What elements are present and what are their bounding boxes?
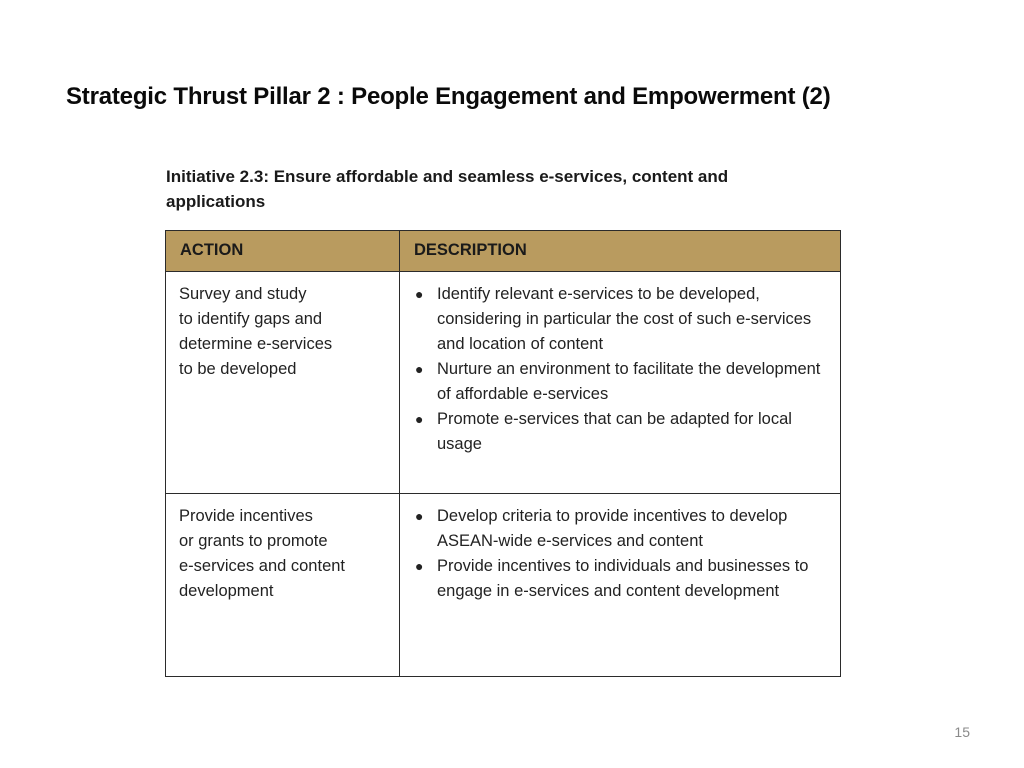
table-header-row [166,231,841,272]
action-cell [166,494,400,677]
bullet-dot-icon: ● [415,508,424,524]
description-bullet-list [400,272,840,457]
bullet-text: Develop criteria to provide incentives to develop ASEAN-wide e-services and content [437,507,788,550]
slide-title: Strategic Thrust Pillar 2 : People Engagement and Empowerment (2) [66,83,831,110]
bullet-text: Provide incentives to individuals and businesses to engage in e-services and content development [437,557,809,600]
description-bullet-list [400,494,840,604]
description-bullet [414,504,832,554]
column-header-description: DESCRIPTION [400,231,841,272]
bullet-text: Nurture an environment to facilitate the development of affordable e-services [437,360,821,403]
action-text: Survey and study to identify gaps and determine e-services to be developed [179,285,333,378]
action-description-table [165,230,841,677]
description-bullet [414,357,832,407]
bullet-dot-icon: ● [415,411,424,427]
table-row [166,272,841,494]
action-cell [166,272,400,494]
bullet-text: Identify relevant e-services to be developed, considering in particular the cost of such e-services and location of content [437,285,812,353]
description-bullet [414,554,832,604]
description-bullet [414,282,832,357]
bullet-text: Promote e-services that can be adapted for local usage [437,410,792,453]
page-number: 15 [954,724,970,740]
bullet-dot-icon: ● [415,286,424,302]
description-bullet [414,407,832,457]
bullet-dot-icon: ● [415,361,424,377]
description-cell [400,272,841,494]
description-cell [400,494,841,677]
bullet-dot-icon: ● [415,558,424,574]
initiative-heading: Initiative 2.3: Ensure affordable and seamless e-services, content and applications [166,167,729,211]
column-header-action: ACTION [166,231,400,272]
table-row [166,494,841,677]
action-text: Provide incentives or grants to promote e-services and content development [179,507,346,600]
